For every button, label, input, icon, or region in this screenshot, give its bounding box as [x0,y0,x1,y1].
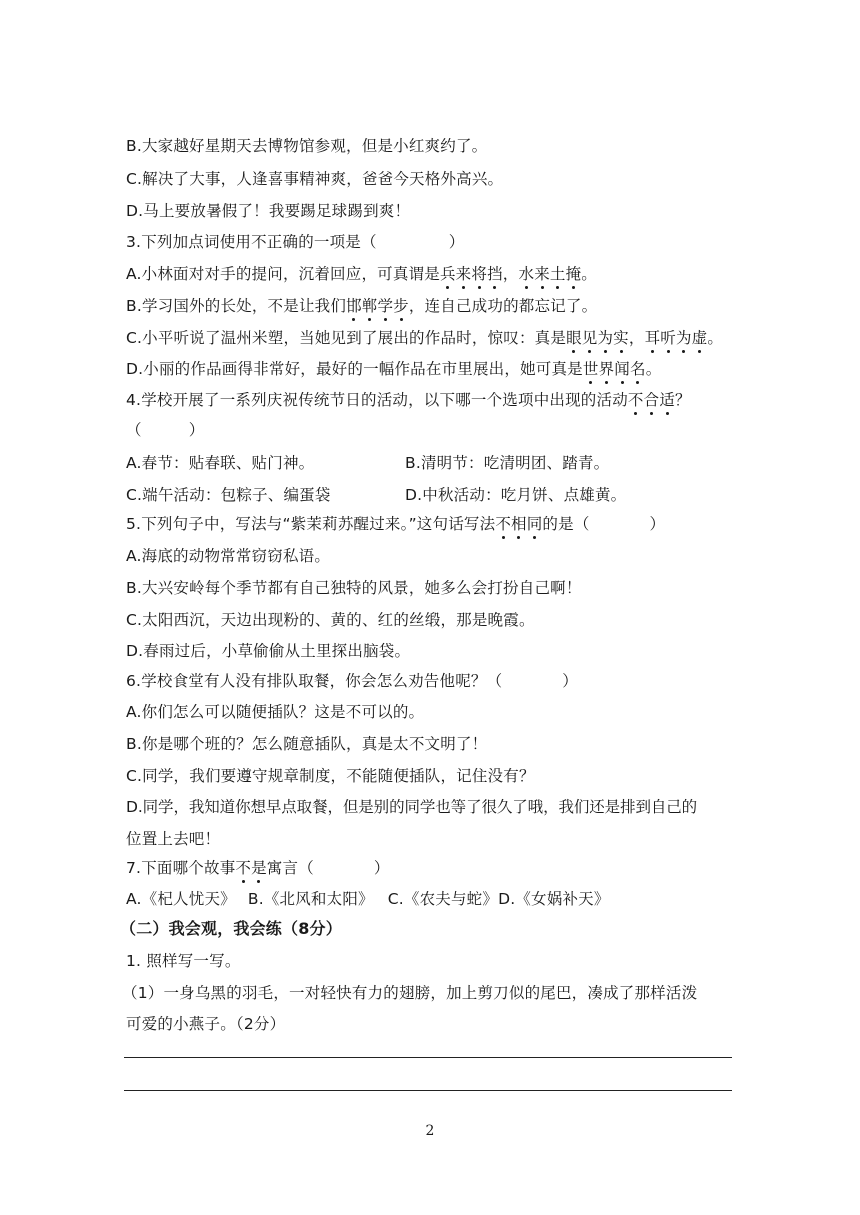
q7-dotted-words: 不是 [235,859,267,877]
section-2-heading: （二）我会观，我会练（8分） [120,919,342,938]
q3d-text: D.小丽的作品画得非常好，最好的一幅作品在市里展出，她可真是 [126,360,583,378]
q4-option-c: C.端午活动：包粽子、编蛋袋 [126,486,331,504]
q7-options [126,889,610,909]
q7-option-b: B.《北风和太阳》 [247,890,374,908]
q5-option-a: A.海底的动物常常窃窃私语。 [126,547,331,565]
page-number: 2 [425,1123,435,1139]
q7-option-a: A.《杞人忧天》 [126,890,236,908]
q3-option-a [126,264,597,284]
q4-stem [126,390,691,410]
q3a-text: A.小林面对对手的提问，沉着回应，可真谓是 [126,265,440,283]
q7-stem-text: 7.下面哪个故事 [126,859,236,877]
q4-option-d: D.中秋活动：吃月饼、点雄黄。 [405,486,627,504]
q3c-end: 。 [707,329,724,347]
q4-stem-text: 4.学校开展了一系列庆祝传统节日的活动，以下哪一个选项中出现的活动 [126,391,628,409]
q5-stem-tail: 的是（ [542,515,590,533]
q2-option-b: B.大家越好星期天去博物馆参观，但是小红爽约了。 [126,137,488,155]
q4-dotted-words: 不合适 [627,391,676,409]
q5-option-b: B.大兴安岭每个季节都有自己独特的风景，她多么会打扮自己啊！ [126,579,582,597]
q6-stem-text: 6.学校食堂有人没有排队取餐，你会怎么劝告他呢？（ [126,672,503,690]
q5-dotted-words: 不相同 [495,515,543,533]
q7-stem-tail: 寓言（ [266,859,314,877]
q5-stem-text: 5.下列句子中，写法与“紫茉莉苏醒过来。”这句话写法 [126,515,496,533]
q5-stem [126,514,665,534]
q6-stem [126,671,578,691]
q3c-dotted-words: 眼见为实，耳听为虚 [566,329,708,347]
q3-stem [126,232,464,252]
q6-option-d-line1: D.同学，我知道你想早点取餐，但是别的同学也等了很久了哦，我们还是排到自己的 [126,798,698,816]
q3d-dotted-words: 世界闻名 [582,360,646,378]
q2-option-d: D.马上要放暑假了！我要踢足球踢到爽！ [126,202,411,220]
q3b-dotted-words: 邯郸学步 [346,297,409,315]
q6-option-d-line2: 位置上去吧！ [126,830,221,848]
q6-option-b: B.你是哪个班的？怎么随意插队，真是太不文明了！ [126,735,488,753]
q6-paren-close: ） [562,672,578,690]
q6-option-a: A.你们怎么可以随便插队？这是不可以的。 [126,703,425,721]
q3-paren-close: ） [448,233,465,251]
q3c-text: C.小平听说了温州米塑，当她见到了展出的作品时，惊叹：真是 [126,329,567,347]
q2-option-c: C.解决了大事，人逢喜事精神爽，爸爸今天格外高兴。 [126,170,504,188]
task-1-1-line1: （1）一身乌黑的羽毛，一对轻快有力的翅膀，加上剪刀似的尾巴，凑成了那样活泼 [122,984,698,1002]
q3a-end: 。 [581,265,597,283]
q4-option-b: B.清明节：吃清明团、踏青。 [405,454,610,472]
q5-paren-close: ） [649,515,666,533]
q3b-end: ，连自己成功的都忘记了。 [408,297,598,315]
q3-option-d [126,359,661,379]
q7-option-c: C.《农夫与蛇》 [387,890,499,908]
task-1-heading: 1. 照样写一写。 [126,952,241,970]
q3b-text: B.学习国外的长处，不是让我们 [126,297,347,315]
task-1-1-line2: 可爱的小燕子。（2分） [126,1015,286,1033]
q3-option-b [126,296,597,316]
q7-option-d: D.《女娲补天》 [498,890,610,908]
q4-end: ？ [675,391,691,409]
q7-stem [126,858,390,878]
answer-line-1[interactable] [124,1057,732,1058]
q3d-end: 。 [645,360,662,378]
q3a-dotted-words: 兵来将挡，水来土掩 [439,265,582,283]
q6-option-c: C.同学，我们要遵守规章制度，不能随便插队，记住没有？ [126,767,535,785]
q7-paren-close: ） [373,859,390,877]
q5-option-d: D.春雨过后，小草偷偷从土里探出脑袋。 [126,642,411,660]
q3-stem-text: 3.下列加点词使用不正确的一项是（ [126,233,377,251]
q4-answer-paren[interactable]: （ ） [126,421,205,439]
q5-option-c: C.太阳西沉，天边出现粉的、黄的、红的丝缎，那是晚霞。 [126,611,535,629]
q4-option-a: A.春节：贴春联、贴门神。 [126,454,315,472]
q3-option-c [126,328,723,348]
answer-line-2[interactable] [124,1090,732,1091]
